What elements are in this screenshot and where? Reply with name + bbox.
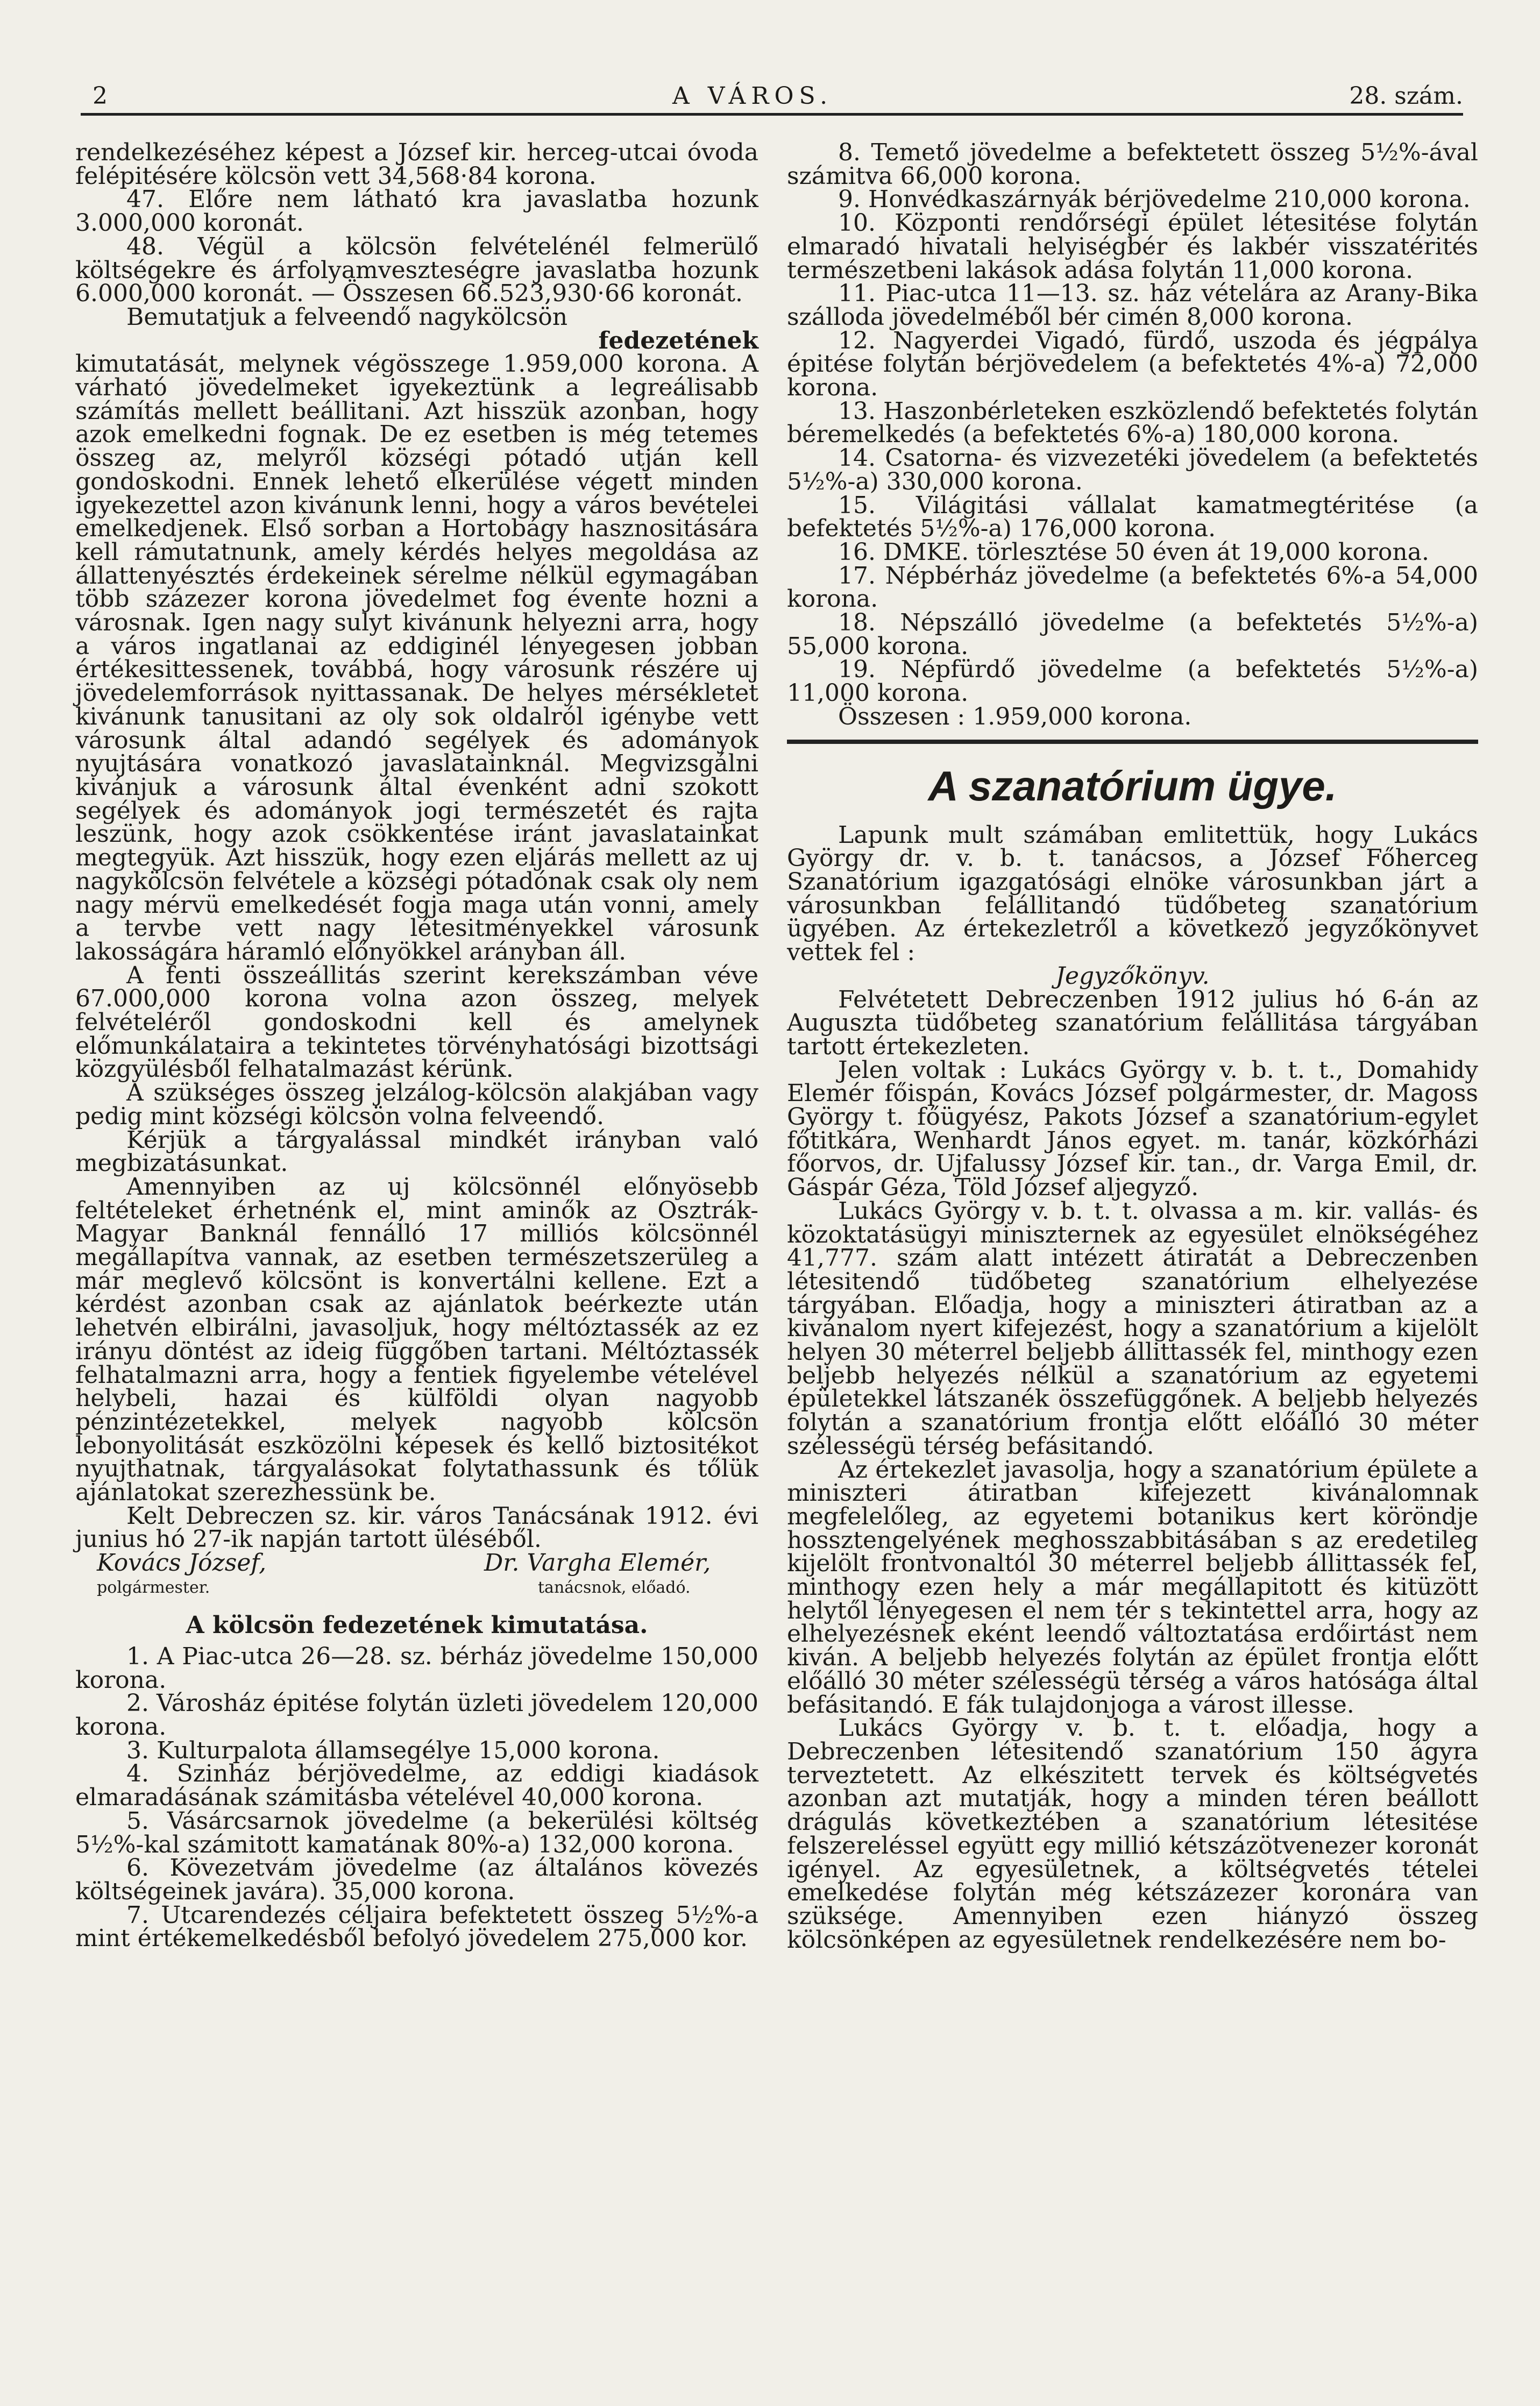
paragraph: kimutatását, melynek végösszege 1.959,000 korona. A várható jövedelmeket igyekeztünk a legreálisabb számítás mellett beállitani. Azt hisszük azonban, hogy azok emelkedni fognak. De ez esetben is még tetemes összeg az, melyről községi pótadó utján kell gondoskodni. Ennek lehető elkerülése végett minden igyekezettel azon kivánunk lenni, hogy a város bevételei emelkedjenek. Első sorban a Hortobágy hasznositására kell rámutatnunk, amely kérdés helyes megoldása az állattenyésztés érdekeinek sérelme nélkül egymagában több százezer korona jövedelmet fog évente hozni a városnak. Igen nagy sulyt kivánunk helyezni arra, hogy a város ingatlanai az eddiginél lényegesen jobban értékesittessenek, továbbá, hogy városunk részére uj jövedelemforrások nyittassanak. De helyes mérsékletet kivánunk tanusitani az oly sok oldalról igénybe vett városunk által adandó segélyek és adományok nyujtására vonatkozó javaslatainknál. Megvizsgálni kivánjuk a városunk által évenként adni szokott segélyek és adományok jogi természetét és rajta leszünk, hogy azok csökkentése iránt javaslatainkat megtegyük. Azt hisszük, hogy ezen eljárás mellett az uj nagykölcsön felvétele a községi pótadónak csak oly nem nagy mérvü emelkedését fogja maga után vonni, amely a tervbe vett nagy létesitményekkel városunk lakosságára háramló előnyökkel arányban áll. <box>75 350 758 966</box>
list-item: 3. Kulturpalota államsegélye 15,000 korona. <box>126 1736 660 1764</box>
list-item: 15. Világitási vállalat kamatmegtéritése (a befektetés 5½%-a) 176,000 korona. <box>787 491 1478 543</box>
right-column <box>787 139 1478 1954</box>
page-number: 2 <box>93 82 108 110</box>
paragraph: Kérjük a tárgyalással mindkét irányban való megbizatásunkat. <box>75 1126 758 1177</box>
publication-title: A VÁROS. <box>672 82 833 110</box>
paragraph: Lapunk mult számában emlitettük, hogy Lukács György dr. v. b. t. tanácsos, a József Főherceg Szanatórium igazgatósági elnöke városunkban járt a városunkban felállitandó tüdőbeteg szanatórium ügyében. Az értekezletről a következő jegyzőkönyvet vettek fel : <box>787 821 1478 967</box>
list-item: 2. Városház épitése folytán üzleti jövedelem 120,000 korona. <box>75 1690 758 1741</box>
list-item: 9. Honvédkaszárnyák bérjövedelme 210,000 korona. <box>838 186 1471 214</box>
list-item: 11. Piac-utca 11—13. sz. ház vételára az Arany-Bika szálloda jövedelméből bér cimén 8,000 korona. <box>787 280 1478 331</box>
issue-number: 28. szám. <box>1349 82 1463 110</box>
list-item: 8. Temető jövedelme a befektetett összeg 5½%-ával számitva 66,000 korona. <box>787 139 1478 190</box>
list-item: 12. Nagyerdei Vigadó, fürdő, uszoda és jégpálya épitése folytán bérjövedelem (a befektetés 4%-a) 72,000 korona. <box>787 327 1478 402</box>
list-item: 6. Kövezetvám jövedelme (az általános kövezés költségeinek javára). 35,000 korona. <box>75 1854 758 1905</box>
signatory-role: tanácsnok, előadó. <box>538 1578 691 1598</box>
paragraph: rendelkezéséhez képest a József kir. herceg-utcai óvoda felépitésére kölcsön vett 34,568·84 korona. <box>75 139 758 190</box>
paragraph: A fenti összeállitás szerint kerekszámban véve 67.000,000 korona volna azon összeg, melyek felvételéről gondoskodni kell és amelynek előmunkálataira a tekintetes törvényhatósági bizottsági közgyülésből felhatalmazást kérünk. <box>75 961 758 1083</box>
signatory-name: Kovács József, <box>97 1549 267 1577</box>
list-item: 10. Központi rendőrségi épület létesitése folytán elmaradó hivatali helyiségbér és lakbér visszatérités természetbeni lakások adása folytán 11,000 korona. <box>787 209 1478 284</box>
subheading: Jegyzőkönyv. <box>1055 962 1210 990</box>
list-item: 18. Népszálló jövedelme (a befektetés 5½%-a) 55,000 korona. <box>787 609 1478 660</box>
paragraph: Amennyiben az uj kölcsönnél előnyösebb feltételeket érhetnénk el, mint aminők az Osztrák-Magyar Banknál fennálló 17 milliós kölcsönnél megállapítva vannak, az esetben természetszerüleg a már meglevő kölcsönt is konvertálni kellene. Ezt a kérdést azonban csak az ajánlatok beérkezte után lehetvén elbirálni, javasoljuk, hogy méltóztassék az ez irányu döntést az ideig függőben tartani. Méltóztassék felhatalmazni arra, hogy a fentiek figyelembe vételével helybeli, hazai és külföldi olyan nagyobb pénzintézetekkel, melyek nagyobb kölcsön lebonyolitását eszközölni képesek és kellő biztositékot nyujthatnak, tárgyalásokat folytathassunk és tőlük ajánlatokat szerezhessünk be. <box>75 1173 758 1507</box>
paragraph: fedezetének <box>598 327 758 354</box>
running-header <box>81 75 1463 116</box>
paragraph: Kelt Debreczen sz. kir. város Tanácsának 1912. évi junius hó 27-ik napján tartott üléséből. <box>75 1502 758 1553</box>
list-item: 1. A Piac-utca 26—28. sz. bérház jövedelme 150,000 korona. <box>75 1642 758 1694</box>
paragraph: Lukács György v. b. t. t. előadja, hogy a Debreczenben létesitendő szanatórium 150 ágyra terveztetett. Az elkészitett tervek és költségvetés azonban azt mutatják, hogy a minden téren beállott drágulás következtében a szanatórium létesitése felszereléssel együtt egy millió kétszázötvenezer koronát igényel. Az egyesületnek, a költségvetés tételei emelkedése folytán még kétszázezer koronára van szüksége. Amennyiben ezen hiányzó összeg kölcsönképen az egyesületnek rendelkezésére nem bo- <box>787 1714 1478 1954</box>
list-item: 16. DMKE. törlesztése 50 éven át 19,000 korona. <box>838 538 1429 566</box>
article-title: A szanatórium ügye. <box>928 762 1337 810</box>
paragraph: A szükséges összeg jelzálog-kölcsön alakjában vagy pedig mint községi kölcsön volna felveendő. <box>75 1079 758 1130</box>
paragraph: Lukács György v. b. t. t. olvassa a m. kir. vallás- és közoktatásügyi miniszternek az egyesület elnökségéhez 41,777. szám alatt intézett átiratát a Debreczenben létesitendő tüdőbeteg szanatórium elhelyezése tárgyában. Előadja, hogy a miniszteri átiratban az a kivánalom nyert kifejezést, hogy a szanatórium a kijelölt helyen 30 méterrel beljebb állittassék fel, minthogy ezen beljebb helyezés nélkül a szanatórium az egyetemi épületekkel látszanék összefüggőnek. A beljebb helyezés folytán a szanatórium frontja előtt előálló 30 méter szélességü térség befásitandó. <box>787 1197 1478 1460</box>
total-line: Összesen : 1.959,000 korona. <box>838 702 1192 730</box>
list-item: 14. Csatorna- és vizvezetéki jövedelem (a befektetés 5½%-a) 330,000 korona. <box>787 444 1478 495</box>
signature-block <box>75 1551 758 1600</box>
paragraph: Felvétetett Debreczenben 1912 julius hó 6-án az Auguszta tüdőbeteg szanatórium felállitása tárgyában tartott értekezleten. <box>787 985 1478 1060</box>
list-item: 17. Népbérház jövedelme (a befektetés 6%-a 54,000 korona. <box>787 562 1478 613</box>
signatory-name: Dr. Vargha Elemér, <box>484 1549 711 1577</box>
paragraph: Az értekezlet javasolja, hogy a szanatórium épülete a miniszteri átiratban kifejezett kivánalomnak megfelelőleg, az egyetemi botanikus kert köröndje hossztengelyének meghosszabbitásában s az eredetileg kijelölt frontvonaltól 30 méterrel beljebb állittassék fel, minthogy ezen hely a már megállapitott és kitüzött helytől lényegesen el nem tér s tekintettel arra, hogy az elhelyezésnek eként leendő változtatása erdőirtást nem kiván. A beljebb helyezés folytán az épület frontja előtt előálló 30 méter szélességü térség a város hatósága által befásitandó. E fák tulajdonjoga a várost illesse. <box>787 1456 1478 1719</box>
paragraph: Jelen voltak : Lukács György v. b. t. t., Domahidy Elemér főispán, Kovács József polgármester, dr. Magoss György t. főügyész, Pakots József a szanatórium-egylet főtitkára, Wenhardt János egyet. m. tanár, közkórházi főorvos, dr. Ujfalussy József kir. tan., dr. Varga Emil, dr. Gáspár Géza, Töld József aljegyző. <box>787 1056 1478 1202</box>
section-heading: A kölcsön fedezetének kimutatása. <box>186 1612 648 1640</box>
list-item: 13. Haszonbérleteken eszközlendő befektetés folytán béremelkedés (a befektetés 6%-a) 180,000 korona. <box>787 397 1478 449</box>
paragraph: 48. Végül a kölcsön felvételénél felmerülő költségekre és árfolyamveszteségre javaslatba hozunk 6.000,000 koronát. — Összesen 66.523,930·66 koronát. <box>75 232 758 308</box>
signatory-role: polgármester. <box>97 1578 210 1598</box>
paragraph: Bemutatjuk a felveendő nagykölcsön <box>126 303 568 331</box>
left-column <box>75 139 758 1953</box>
list-item: 4. Szinház bérjövedelme, az eddigi kiadások elmaradásának számitásba vételével 40,000 korona. <box>75 1760 758 1812</box>
list-item: 7. Utcarendezés céljaira befektetett összeg 5½%-a mint értékemelkedésből befolyó jövedelem 275,000 kor. <box>75 1901 758 1953</box>
list-item: 19. Népfürdő jövedelme (a befektetés 5½%-a) 11,000 korona. <box>787 656 1478 707</box>
paragraph: 47. Előre nem látható kra javaslatba hozunk 3.000,000 koronát. <box>75 186 758 237</box>
list-item: 5. Vásárcsarnok jövedelme (a bekerülési költség 5½%-kal számitott kamatának 80%-a) 132,000 korona. <box>75 1807 758 1858</box>
section-divider <box>787 740 1478 744</box>
